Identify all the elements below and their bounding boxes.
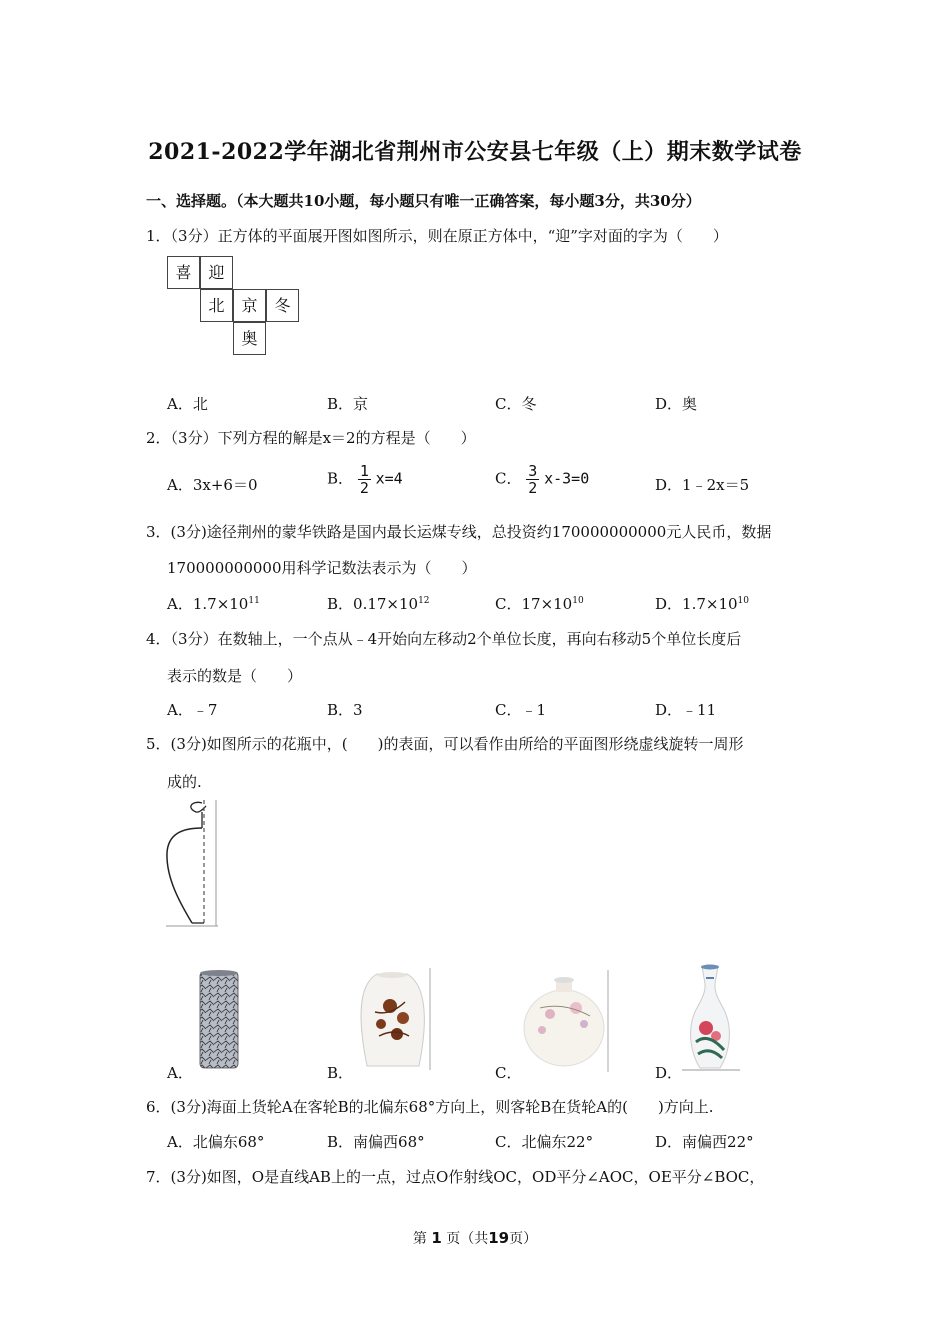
option-c: C．冬 — [495, 395, 537, 413]
option-c: C．北偏东22° — [495, 1133, 594, 1151]
option-base: B．0.17×10 — [327, 595, 419, 613]
option-a: A． — [167, 1064, 193, 1082]
question-2-text: 2．（3分）下列方程的解是x＝2的方程是（ ） — [146, 429, 476, 447]
numerator: 1 — [359, 462, 369, 480]
footer-text: 第 — [412, 1231, 427, 1247]
question-4-line1: 4．（3分）在数轴上，一个点从﹣4开始向左移动2个单位长度，再向右移动5个单位长度后 — [146, 630, 742, 648]
option-label: B． — [327, 469, 354, 488]
option-a: A．北 — [167, 395, 208, 413]
option-b: B．南偏西68° — [327, 1133, 425, 1151]
option-base: D．1.7×10 — [655, 595, 738, 613]
exponent: 11 — [248, 596, 260, 606]
cube-face: 奥 — [233, 322, 266, 355]
option-c: C． — [495, 1064, 522, 1082]
option-d — [655, 593, 749, 614]
question-4-line2: 表示的数是（ ） — [167, 667, 303, 685]
cube-face: 冬 — [266, 289, 299, 322]
denominator: 2 — [359, 479, 369, 497]
question-3-line2: 170000000000用科学记数法表示为（ ） — [167, 559, 477, 577]
vase-profile-diagram — [162, 798, 222, 930]
tall-vase-image — [678, 962, 744, 1074]
fraction — [526, 463, 539, 496]
jar-vase-image — [355, 966, 433, 1072]
footer-text: 页） — [509, 1231, 538, 1247]
equation-rest: x=4 — [375, 469, 403, 488]
option-base: C．17×10 — [495, 595, 573, 613]
option-d: D． — [655, 1064, 683, 1082]
numerator: 3 — [528, 462, 538, 480]
option-c — [495, 593, 584, 614]
option-b — [327, 463, 403, 496]
footer-text: 页（共 — [446, 1231, 489, 1247]
exponent: 12 — [418, 596, 430, 606]
cube-face: 喜 — [167, 256, 200, 289]
option-c — [495, 463, 589, 496]
question-1-text: 1．（3分）正方体的平面展开图如图所示，则在原正方体中，“迎”字对面的字为（ ） — [146, 227, 728, 245]
option-c: C．﹣1 — [495, 701, 547, 719]
total-pages: 19 — [488, 1229, 510, 1247]
option-b — [327, 593, 430, 614]
exponent: 10 — [572, 596, 584, 606]
cube-face: 京 — [233, 289, 266, 322]
option-b: B．3 — [327, 701, 363, 719]
section-heading: 一、选择题。（本大题共10小题，每小题只有唯一正确答案，每小题3分，共30分） — [146, 192, 701, 210]
option-d: D．奥 — [655, 395, 698, 413]
equation-rest: x-3=0 — [544, 469, 590, 488]
option-a: A．3x+6＝0 — [167, 476, 258, 494]
option-a — [167, 593, 260, 614]
question-6-text: 6．(3分)海面上货轮A在客轮B的北偏东68°方向上，则客轮B在货轮A的( )方向上. — [146, 1098, 714, 1116]
exponent: 10 — [737, 596, 749, 606]
option-d: D．﹣11 — [655, 701, 717, 719]
round-vase-image — [520, 968, 612, 1072]
cylinder-vase-image — [198, 968, 240, 1072]
option-label: C． — [495, 469, 522, 488]
page-footer — [0, 1228, 950, 1248]
question-5-line1: 5．(3分)如图所示的花瓶中，( )的表面，可以看作由所给的平面图形绕虚线旋转一周形 — [146, 735, 744, 753]
question-5-line2: 成的. — [167, 773, 202, 791]
fraction — [358, 463, 371, 496]
option-d: D．1﹣2x＝5 — [655, 476, 750, 494]
cube-face: 北 — [200, 289, 233, 322]
option-b: B． — [327, 1064, 354, 1082]
question-3-line1: 3．(3分)途径荆州的蒙华铁路是国内最长运煤专线，总投资约170000000000元人民币，数据 — [146, 523, 772, 541]
option-base: A．1.7×10 — [167, 595, 249, 613]
option-b: B．京 — [327, 395, 369, 413]
cube-face: 迎 — [200, 256, 233, 289]
denominator: 2 — [528, 479, 538, 497]
option-d: D．南偏西22° — [655, 1133, 754, 1151]
question-7-text: 7．(3分)如图，O是直线AB上的一点，过点O作射线OC，OD平分∠AOC，OE平分∠BOC， — [146, 1168, 765, 1186]
option-a: A．﹣7 — [167, 701, 218, 719]
page-number: 1 — [431, 1229, 442, 1247]
option-a: A．北偏东68° — [167, 1133, 265, 1151]
page-title: 2021-2022学年湖北省荆州市公安县七年级（上）期末数学试卷 — [148, 139, 802, 165]
